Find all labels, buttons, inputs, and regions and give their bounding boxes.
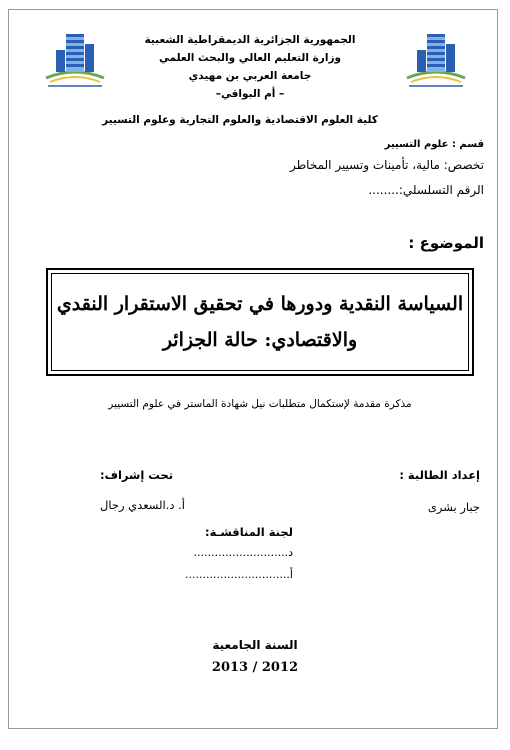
- republic-name: الجمهورية الجزائرية الديمقراطية الشعبية: [144, 34, 356, 46]
- serial-number: الرقم التسلسلي:........: [368, 183, 484, 197]
- university-logo-right: [403, 28, 469, 90]
- department: قسم : علوم التسيير: [384, 139, 484, 150]
- student-name: جبار بشرى: [427, 500, 480, 514]
- thesis-title-box: [46, 268, 474, 376]
- supervisor-label: تحت إشراف:: [100, 468, 174, 482]
- university-name: جامعة العربي بن مهيدي: [188, 70, 312, 82]
- student-label: إعداد الطالبة :: [399, 468, 480, 482]
- thesis-title-inner-frame: [51, 273, 469, 371]
- thesis-title-line-2: والاقتصادي: حالة الجزائر: [162, 329, 358, 351]
- committee-label: لجنة المناقشـة:: [204, 525, 293, 539]
- institution-header: [100, 31, 400, 103]
- university-logo-left: [42, 28, 108, 90]
- thesis-purpose: مذكرة مقدمة لإستكمال متطلبات نيل شهادة الماستر في علوم التسيير: [108, 398, 412, 410]
- faculty-name: كلية العلوم الاقتصادية والعلوم التجارية وعلوم التسيير: [102, 114, 378, 126]
- subject-label: الموضوع :: [408, 234, 484, 252]
- committee-block: [185, 522, 293, 586]
- academic-year-block: [155, 634, 355, 680]
- academic-year-value: 2013 / 2012: [211, 660, 299, 675]
- city-name: – أم البواقي–: [215, 88, 285, 100]
- committee-member-2: أ..............................: [185, 568, 293, 581]
- thesis-title-line-1: السياسة النقدية ودورها في تحقيق الاستقرار النقدي: [56, 293, 464, 315]
- ministry-name: وزارة التعليم العالي والبحث العلمي: [158, 52, 342, 64]
- committee-member-1: د...........................: [193, 546, 293, 559]
- specialization: تخصص: مالية، تأمينات وتسيير المخاطر: [290, 158, 484, 172]
- academic-year-label: السنة الجامعية: [212, 638, 298, 652]
- university-logo-icon: [403, 28, 469, 90]
- university-logo-icon: [42, 28, 108, 90]
- supervisor-name: أ. د.السعدي رجال: [100, 498, 186, 512]
